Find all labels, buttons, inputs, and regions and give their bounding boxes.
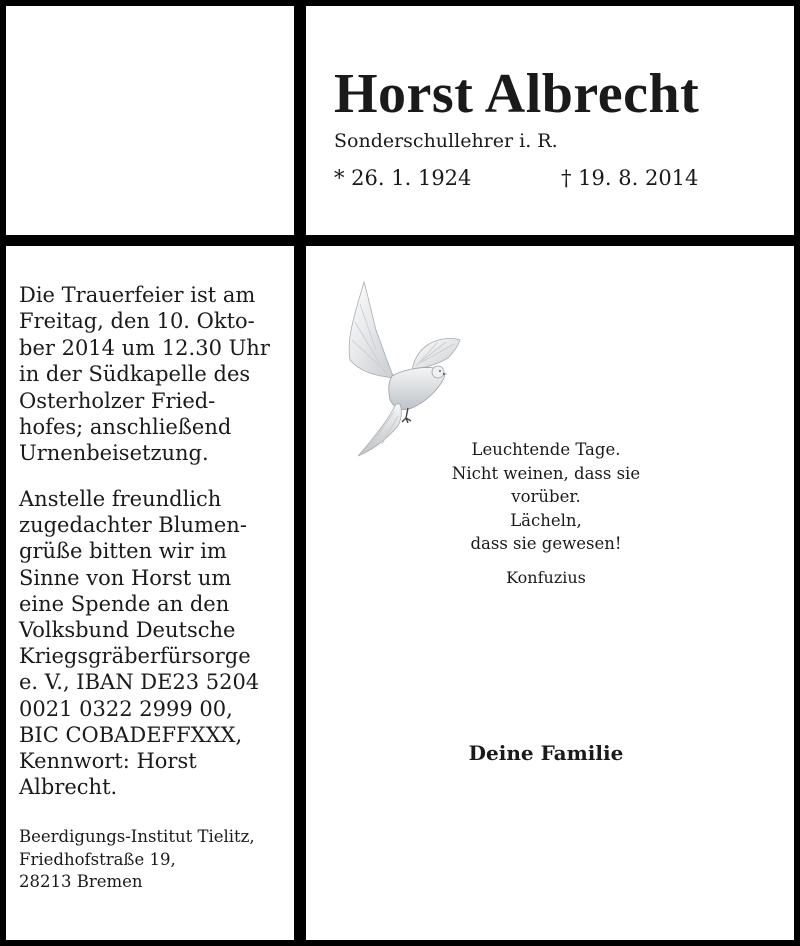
header-panel [306, 6, 794, 235]
text-line: Kennwort: Horst [19, 749, 197, 774]
undertaker-address [19, 826, 294, 894]
text-line: Nicht weinen, dass sie [451, 463, 641, 483]
text-line: Urnenbeisetzung. [19, 441, 209, 466]
text-line: BIC COBADEFFXXX, [19, 722, 243, 747]
death-date: † 19. 8. 2014 [561, 166, 699, 190]
text-line: Anstelle freundlich [19, 487, 222, 511]
text-line: in der Südkapelle des [19, 362, 251, 387]
text-line: vorüber. [511, 487, 581, 506]
text-line: Volksbund Deutsche [19, 618, 236, 643]
text-line: Lächeln, [510, 510, 582, 530]
text-line: Freitag, den 10. Okto- [19, 309, 255, 334]
text-line: e. V., IBAN DE23 5204 [19, 670, 260, 695]
text-line: 28213 Bremen [19, 872, 143, 891]
text-line: Albrecht. [19, 775, 118, 800]
occupation-title: Sonderschullehrer i. R. [334, 130, 558, 152]
empty-top-left-panel [6, 6, 294, 235]
text-line: grüße bitten wir im [19, 539, 227, 564]
details-panel [6, 246, 294, 940]
text-line: Leuchtende Tage. [471, 440, 621, 459]
text-line: dass sie gewesen! [470, 534, 622, 553]
text-line: Kriegsgräberfürsorge [19, 644, 251, 669]
text-line: ber 2014 um 12.30 Uhr [19, 335, 270, 360]
white-dove-icon [342, 280, 462, 460]
text-line: Die Trauerfeier ist am [19, 283, 256, 307]
deceased-name: Horst Albrecht [334, 63, 700, 125]
text-line: hofes; anschließend [19, 415, 232, 440]
signature: Deine Familie [468, 741, 624, 765]
text-line: Friedhofstraße 19, [19, 849, 176, 869]
ceremony-text [19, 282, 289, 467]
donation-text [19, 486, 289, 800]
text-line: Beerdigungs-Institut Tielitz, [19, 827, 255, 846]
birth-date: * 26. 1. 1924 [334, 166, 472, 190]
text-line: eine Spende an den [19, 591, 230, 616]
text-line: zugedachter Blumen- [19, 513, 247, 538]
text-line: 0021 0322 2999 00, [19, 696, 233, 721]
quote-panel [306, 246, 794, 940]
quote-text [406, 438, 686, 556]
text-line: Sinne von Horst um [19, 565, 232, 590]
text-line: Osterholzer Fried- [19, 388, 216, 413]
quote-author: Konfuzius [506, 568, 586, 587]
